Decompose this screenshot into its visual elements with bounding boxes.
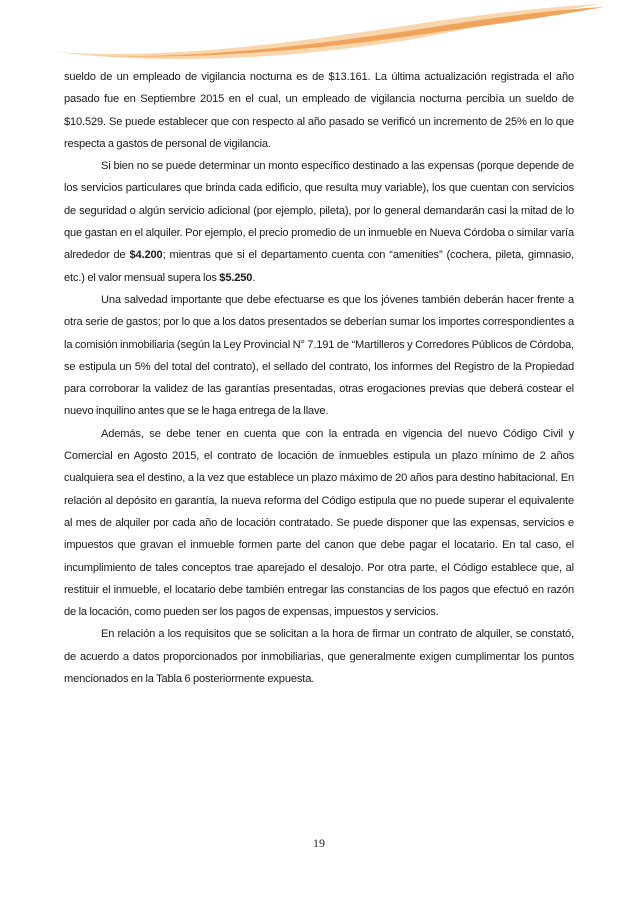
bold-amount: $4.200 bbox=[129, 249, 163, 262]
swoosh-band-light bbox=[56, 4, 600, 59]
paragraph-text: Además, se debe tener en cuenta que con la entrada en vigencia del nuevo Código Civil y Comercial en Agosto 2015, el contrato de locación de inmuebles estipula un plazo mínimo de 2 años cualquiera sea el destino, a la vez que establece un plazo máximo de 20 años para destino habitacional. En relación al depósito en garantía, la nueva reforma del Código estipula que no puede superar el equivalente al mes de alquiler por cada año de locación contratado. Se puede disponer que las expensas, servicios e impuestos que gravan el inmueble formen parte del canon que debe pagar el locatario. En tal caso, el incumplimiento de tales conceptos trae aparejado el desalojo. Por otra parte, el Código establece que, al restituir el inmueble, el locatario debe también entregar las constancias de los pagos que efectuó en razón de la locación, como pueden ser los pagos de expensas, impuestos y servicios. bbox=[64, 427, 574, 619]
paragraph bbox=[64, 66, 574, 155]
paragraph-text: En relación a los requisitos que se solicitan a la hora de firmar un contrato de alquiler, se constató, de acuerdo a datos proporcionados por inmobiliarias, que generalmente exigen cumplimentar los puntos mencionados en la Tabla 6 posteriormente expuesta. bbox=[64, 628, 574, 686]
paragraph bbox=[64, 623, 574, 690]
paragraph-text: ; mientras que si el departamento cuenta con “amenities” (cochera, pileta, gimnasio, etc.) el valor mensual supera los bbox=[64, 249, 574, 284]
paragraph-text: Una salvedad importante que debe efectuarse es que los jóvenes también deberán hacer frente a otra serie de gastos; por lo que a los datos presentados se deberían sumar los importes correspondientes a la comisión inmobiliaria (según la Ley Provincial N° 7.191 de “Martilleros y Corredores Públicos de Córdoba, se estipula un 5% del total del contrato), el sellado del contrato, los informes del Registro de la Propiedad para corroborar la validez de las garantías presentadas, otras erogaciones previas que deberá costear el nuevo inquilino antes que se le haga entrega de la llave. bbox=[64, 293, 574, 418]
page-number: 19 bbox=[313, 836, 325, 850]
paragraph-text: . bbox=[252, 271, 256, 284]
paragraph-text: sueldo de un empleado de vigilancia nocturna es de $13.161. La última actualización registrada el año pasado fue en Septiembre 2015 en el cual, un empleado de vigilancia nocturna percibía un sueldo de $10.529. Se puede establecer que con respecto al año pasado se verificó un incremento de 25% en lo que respecta a gastos de personal de vigilancia. bbox=[64, 71, 574, 150]
paragraph-text: Si bien no se puede determinar un monto específico destinado a las expensas (porque depende de los servicios particulares que brinda cada edificio, que resulta muy variable), los que cuentan con servicios de seguridad o algún servicio adicional (por ejemplo, pileta), por lo general demandarán casi la mitad de lo que gastan en el alquiler. Por ejemplo, el precio promedio de un inmueble en Nueva Córdoba o similar varía alrededor de bbox=[64, 160, 574, 262]
document-body bbox=[64, 66, 574, 690]
paragraph bbox=[64, 155, 574, 289]
header-swoosh-decoration bbox=[0, 0, 638, 70]
paragraph bbox=[64, 289, 574, 423]
bold-amount: $5.250 bbox=[219, 271, 253, 284]
paragraph bbox=[64, 423, 574, 624]
